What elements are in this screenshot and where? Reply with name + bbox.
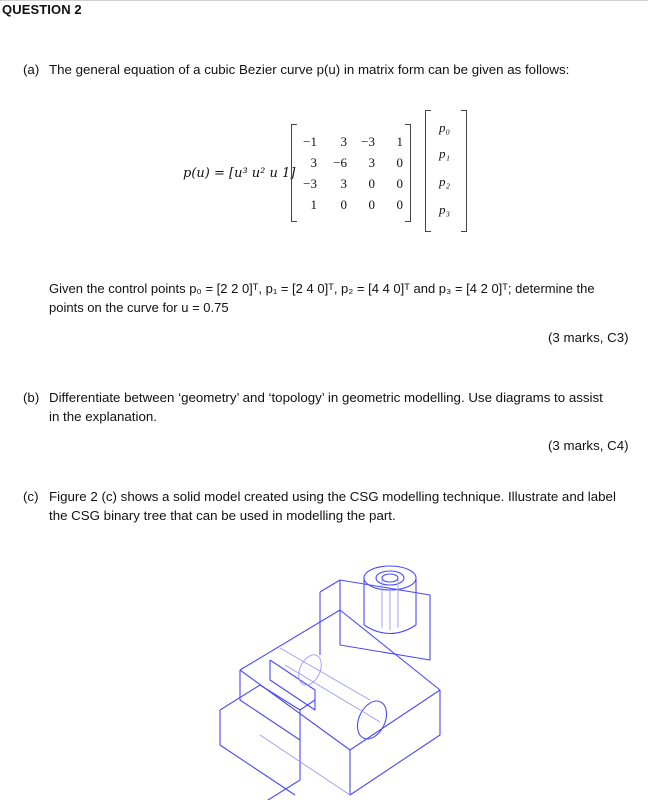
given-prefix: Given the control points	[49, 281, 190, 296]
upright-block-top-left	[320, 580, 340, 592]
part-a-text: The general equation of a cubic Bezier curve p(u) in matrix form can be given as follows:	[49, 62, 570, 77]
boss-top-outer-ellipse	[364, 566, 416, 590]
part-c-line1: Figure 2 (c) shows a solid model created using the CSG modelling technique. Illustrate and label	[49, 489, 616, 504]
bezier-equation-lhs: p(u) = [u³ u² u 1]	[183, 166, 296, 181]
base-right-face	[350, 690, 440, 795]
matrix-cell: 0	[368, 197, 375, 212]
part-b-marks: (3 marks, C4)	[548, 438, 629, 453]
matrix-cell: 0	[340, 197, 347, 212]
matrix-cell: 0	[396, 176, 403, 191]
boss-hole-ellipse	[382, 574, 398, 582]
front-block-outline	[220, 685, 300, 800]
given-control-points-line2: points on the curve for u = 0.75	[49, 300, 229, 315]
matrix-cell: 0	[368, 176, 375, 191]
vector-p3: p₃	[439, 202, 451, 217]
part-a-marks: (3 marks, C3)	[548, 330, 629, 345]
matrix-cell: 0	[396, 155, 403, 170]
vector-right-bracket	[461, 110, 467, 232]
question-title: QUESTION 2	[2, 2, 82, 17]
matrix-cell: 1	[310, 197, 317, 212]
hidden-edge-1	[280, 648, 370, 700]
part-b-line2: in the explanation.	[49, 409, 157, 424]
part-c-line2: the CSG binary tree that can be used in modelling the part.	[49, 508, 396, 523]
hidden-hole-back	[294, 651, 326, 688]
matrix-cell: −3	[361, 134, 375, 149]
coefficient-matrix	[291, 124, 411, 220]
part-b-label: (b)	[23, 390, 40, 405]
part-a-label: (a)	[23, 62, 40, 77]
wireframe-edges	[220, 566, 440, 800]
through-hole-ellipse	[352, 696, 392, 743]
vector-left-bracket	[425, 110, 431, 232]
vector-p2: p₂	[439, 174, 451, 189]
vector-p0: p₀	[439, 120, 451, 135]
matrix-cell: 3	[340, 176, 347, 191]
hidden-edge-3	[260, 735, 350, 795]
matrix-cell: 0	[396, 197, 403, 212]
matrix-cell: −1	[303, 134, 317, 149]
matrix-cell: 3	[368, 155, 375, 170]
boss-top-inner-ellipse	[376, 571, 404, 585]
given-control-points-line1	[49, 279, 595, 298]
csg-solid-model-figure	[200, 550, 460, 800]
matrix-cell: −6	[333, 155, 347, 170]
matrix-cell: 3	[310, 155, 317, 170]
control-point-vector	[425, 110, 467, 230]
matrix-cell: 1	[396, 134, 403, 149]
matrix-cell: −3	[303, 176, 317, 191]
vector-p1: p₁	[439, 146, 451, 161]
top-divider	[0, 0, 648, 1]
matrix-right-bracket	[405, 124, 411, 222]
front-block-left	[220, 710, 295, 795]
part-b-line1: Differentiate between ‘geometry’ and ‘topology’ in geometric modelling. Use diagrams to assist	[49, 390, 603, 405]
matrix-left-bracket	[291, 124, 297, 222]
part-c-label: (c)	[23, 489, 39, 504]
given-points: p₀ = [2 2 0]ᵀ, p₁ = [2 4 0]ᵀ, p₂ = [4 4 0]ᵀ and p₃ = [4 2 0]ᵀ; determine the	[189, 281, 595, 296]
matrix-cell: 3	[340, 134, 347, 149]
